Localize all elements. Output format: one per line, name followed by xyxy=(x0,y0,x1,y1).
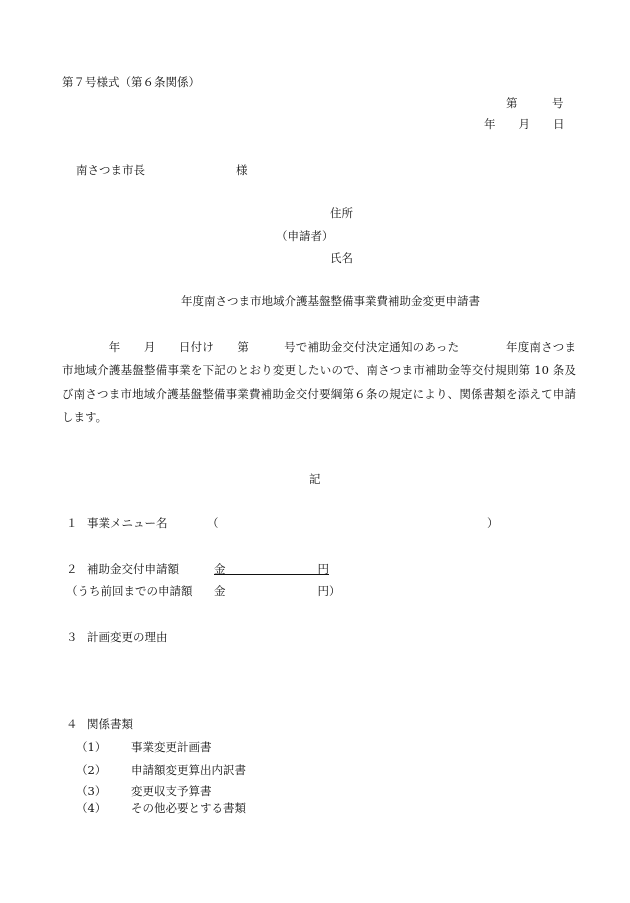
doc-number: （2） xyxy=(76,763,107,777)
item2-number: ２ xyxy=(66,562,78,576)
body-paragraph: 年 月 日付け 第 号で補助金交付決定通知のあった 年度南さつま市地域介護基盤整備事業を下記のとおり変更したいので、南さつま市補助金等交付規則第 10 条及び南さつま市地域介護基盤整備事業費補助金交付要綱第６条の規定により、関係書類を添えて申請します。 xyxy=(62,340,576,424)
addressee-name: 南さつま市長 xyxy=(76,163,145,177)
item3-label: 計画変更の理由 xyxy=(87,630,168,644)
document-title: 年度南さつま市地域介護基盤整備事業費補助金変更申請書 xyxy=(181,294,480,308)
applicant-name-label: 氏名 xyxy=(330,251,353,265)
doc-text: その他必要とする書類 xyxy=(131,801,246,815)
item3-number: ３ xyxy=(66,630,78,644)
doc-number: （1） xyxy=(76,740,107,754)
applicant-address-label: 住所 xyxy=(330,206,353,220)
doc-text: 変更収支予算書 xyxy=(131,784,212,798)
item2-sub-amount: 金 円） xyxy=(214,584,341,598)
form-label: 第７号様式（第６条関係） xyxy=(62,75,200,89)
item2-sub-label: （うち前回までの申請額 xyxy=(66,584,193,598)
addressee-honorific: 様 xyxy=(236,163,248,177)
ki-label: 記 xyxy=(309,472,321,486)
document-date-line: 年 月 日 xyxy=(484,117,565,131)
item1-open-paren: （ xyxy=(207,516,219,530)
item1-number: １ xyxy=(66,516,78,530)
item4-number: ４ xyxy=(66,717,78,731)
item1-close-paren: ） xyxy=(487,516,499,530)
item4-label: 関係書類 xyxy=(87,717,133,731)
doc-text: 申請額変更算出内訳書 xyxy=(131,763,246,777)
item2-label: 補助金交付申請額 xyxy=(87,562,179,576)
item1-label: 事業メニュー名 xyxy=(87,516,168,530)
item2-amount: 金 円 xyxy=(214,562,329,576)
document-number-line: 第 号 xyxy=(506,96,564,110)
doc-number: （4） xyxy=(76,801,107,815)
applicant-role-label: （申請者） xyxy=(276,229,334,243)
doc-number: （3） xyxy=(76,784,107,798)
doc-text: 事業変更計画書 xyxy=(131,740,212,754)
